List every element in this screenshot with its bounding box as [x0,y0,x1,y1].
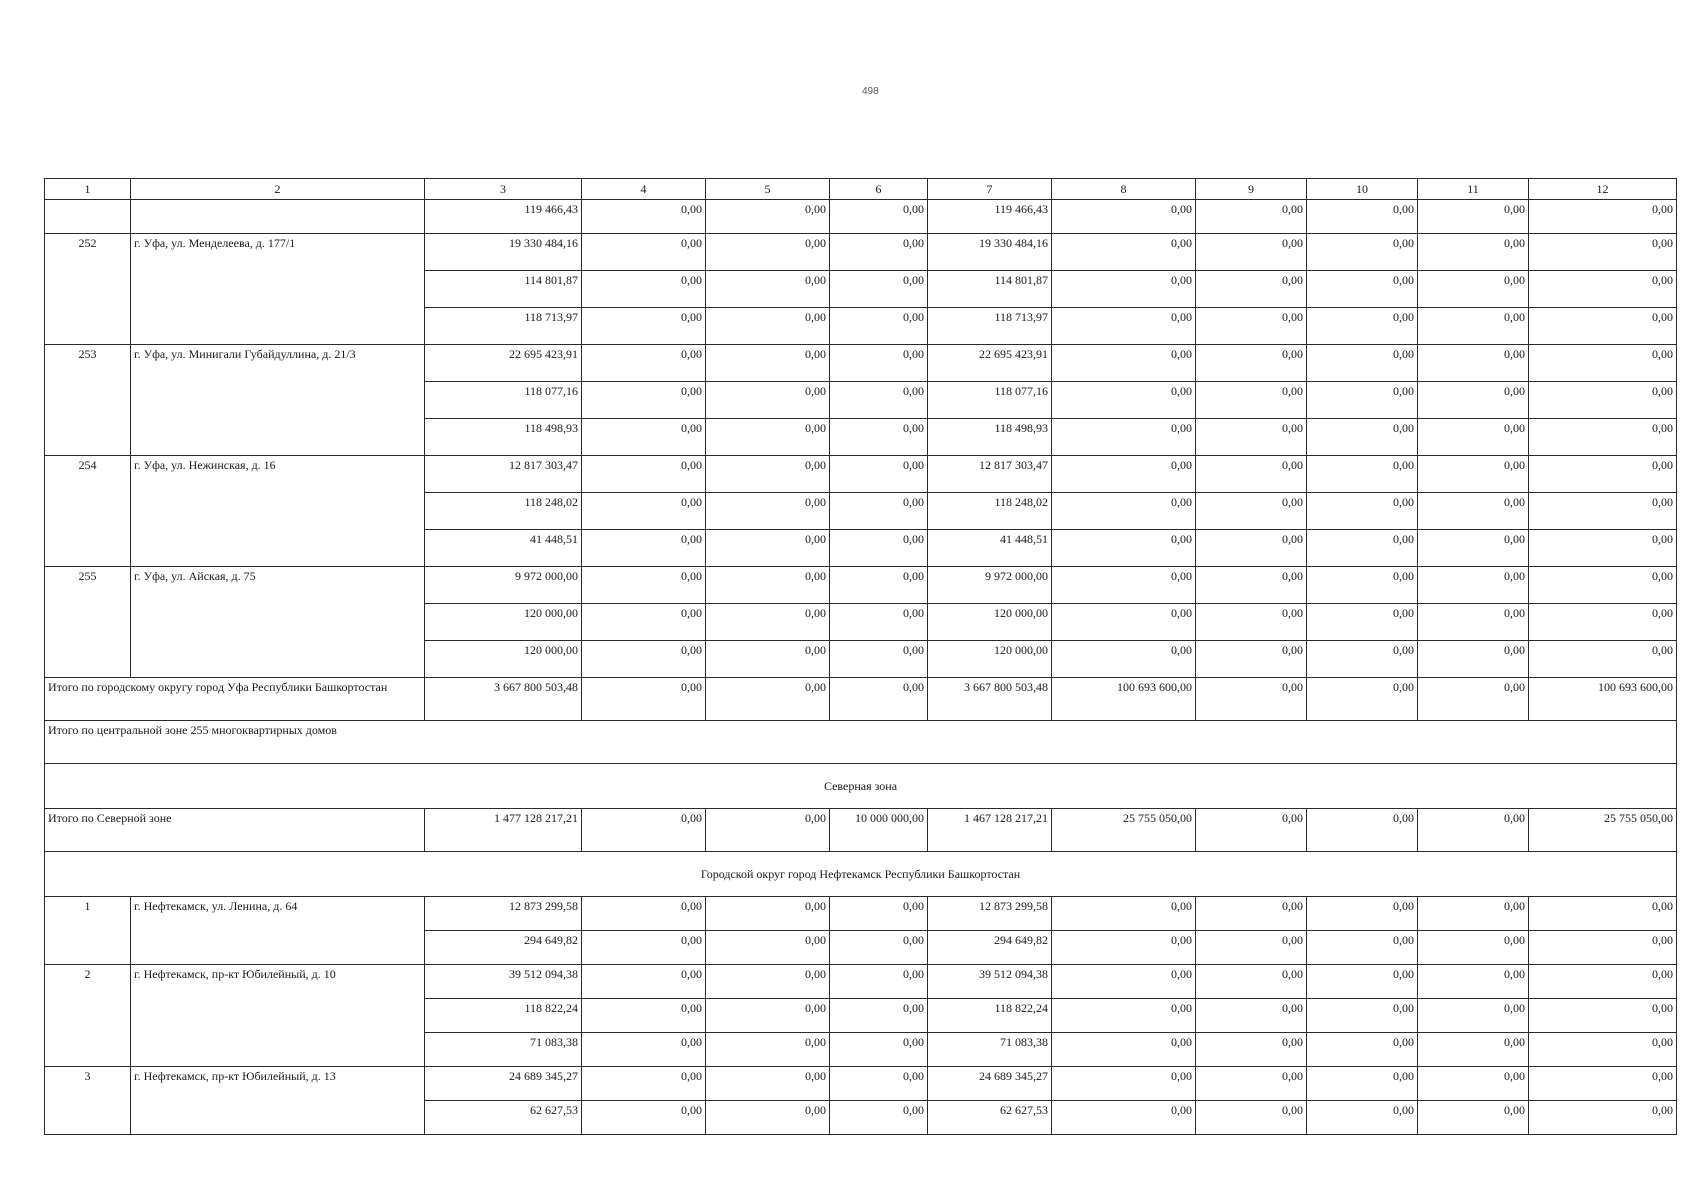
value-cell: 0,00 [1196,1067,1307,1101]
value-cell: 39 512 094,38 [425,965,582,999]
value-cell: 0,00 [830,200,928,234]
value-cell: 0,00 [1307,382,1418,419]
value-cell: 0,00 [1052,308,1196,345]
value-cell: 0,00 [830,641,928,678]
value-cell: 0,00 [1052,897,1196,931]
value-cell: 0,00 [1418,897,1529,931]
value-cell: 0,00 [830,678,928,721]
value-cell: 0,00 [582,234,706,271]
value-cell: 0,00 [1529,419,1677,456]
value-cell: 0,00 [1307,345,1418,382]
value-cell: 0,00 [1418,382,1529,419]
value-cell: 0,00 [1052,604,1196,641]
total-row-ufa [45,678,1677,721]
house-number-cell: 255 [45,567,131,678]
district-heading-row [45,852,1677,897]
value-cell: 12 873 299,58 [425,897,582,931]
zone-heading-row [45,764,1677,809]
house-number-cell: 254 [45,456,131,567]
house-number-cell: 253 [45,345,131,456]
value-cell: 0,00 [706,345,830,382]
address-cell: г. Нефтекамск, пр-кт Юбилейный, д. 10 [131,965,425,1067]
value-cell: 0,00 [1196,530,1307,567]
value-cell: 0,00 [1418,200,1529,234]
value-cell: 0,00 [1196,567,1307,604]
header-cell: 9 [1196,179,1307,200]
address-cell: г. Уфа, ул. Менделеева, д. 177/1 [131,234,425,345]
value-cell: 0,00 [1052,641,1196,678]
value-cell: 0,00 [830,419,928,456]
value-cell: 118 713,97 [425,308,582,345]
value-cell: 0,00 [706,419,830,456]
value-cell: 0,00 [1307,897,1418,931]
value-cell: 1 477 128 217,21 [425,809,582,852]
value-cell: 0,00 [1052,1067,1196,1101]
value-cell: 0,00 [1529,1067,1677,1101]
value-cell: 0,00 [1529,931,1677,965]
value-cell: 41 448,51 [425,530,582,567]
value-cell: 0,00 [1529,493,1677,530]
value-cell: 0,00 [1052,345,1196,382]
value-cell: 0,00 [582,999,706,1033]
value-cell: 0,00 [1052,493,1196,530]
value-cell: 0,00 [830,530,928,567]
value-cell: 0,00 [830,308,928,345]
number-cell [45,200,131,234]
value-cell: 0,00 [1418,456,1529,493]
value-cell: 0,00 [1052,999,1196,1033]
table-row [45,456,1677,493]
value-cell: 0,00 [706,271,830,308]
value-cell: 0,00 [1052,965,1196,999]
house-number-cell: 2 [45,965,131,1067]
value-cell: 118 713,97 [928,308,1052,345]
value-cell: 0,00 [1418,234,1529,271]
value-cell: 0,00 [1196,271,1307,308]
value-cell: 0,00 [1307,678,1418,721]
value-cell: 0,00 [706,809,830,852]
value-cell: 0,00 [1196,308,1307,345]
value-cell: 0,00 [1418,809,1529,852]
value-cell: 0,00 [706,200,830,234]
value-cell: 0,00 [706,965,830,999]
value-cell: 0,00 [830,271,928,308]
value-cell: 0,00 [1529,965,1677,999]
total-label: Итого по Северной зоне [45,809,425,852]
address-cell: г. Уфа, ул. Айская, д. 75 [131,567,425,678]
value-cell: 71 083,38 [928,1033,1052,1067]
value-cell: 0,00 [1529,641,1677,678]
value-cell: 0,00 [1196,345,1307,382]
value-cell: 0,00 [582,382,706,419]
value-cell: 0,00 [1418,678,1529,721]
value-cell: 0,00 [830,965,928,999]
value-cell: 118 498,93 [928,419,1052,456]
value-cell: 118 822,24 [928,999,1052,1033]
value-cell: 0,00 [1529,271,1677,308]
value-cell: 0,00 [830,1033,928,1067]
value-cell: 0,00 [582,271,706,308]
header-cell: 5 [706,179,830,200]
total-row-central [45,721,1677,764]
value-cell: 0,00 [582,678,706,721]
address-cell: г. Уфа, ул. Минигали Губайдуллина, д. 21/3 [131,345,425,456]
value-cell: 0,00 [1529,234,1677,271]
value-cell: 0,00 [1196,1033,1307,1067]
value-cell: 41 448,51 [928,530,1052,567]
value-cell: 0,00 [1418,271,1529,308]
value-cell: 0,00 [706,604,830,641]
value-cell: 0,00 [1052,200,1196,234]
value-cell: 0,00 [1052,567,1196,604]
header-cell: 3 [425,179,582,200]
value-cell: 0,00 [1196,999,1307,1033]
value-cell: 0,00 [1052,419,1196,456]
value-cell: 25 755 050,00 [1529,809,1677,852]
value-cell: 0,00 [1196,200,1307,234]
value-cell: 39 512 094,38 [928,965,1052,999]
value-cell: 0,00 [1307,308,1418,345]
value-cell: 0,00 [582,965,706,999]
value-cell: 0,00 [1307,530,1418,567]
value-cell: 0,00 [582,641,706,678]
value-cell: 0,00 [582,1101,706,1135]
address-cell: г. Нефтекамск, пр-кт Юбилейный, д. 13 [131,1067,425,1135]
value-cell: 294 649,82 [425,931,582,965]
value-cell: 0,00 [1196,965,1307,999]
value-cell: 24 689 345,27 [425,1067,582,1101]
value-cell: 62 627,53 [425,1101,582,1135]
value-cell: 0,00 [1418,931,1529,965]
value-cell: 0,00 [1529,567,1677,604]
value-cell: 0,00 [830,999,928,1033]
value-cell: 3 667 800 503,48 [928,678,1052,721]
value-cell: 0,00 [582,200,706,234]
value-cell: 120 000,00 [928,641,1052,678]
value-cell: 0,00 [1418,1101,1529,1135]
value-cell: 0,00 [1418,530,1529,567]
value-cell: 0,00 [706,456,830,493]
value-cell: 0,00 [706,641,830,678]
value-cell: 19 330 484,16 [928,234,1052,271]
value-cell: 0,00 [1052,234,1196,271]
value-cell: 0,00 [1529,308,1677,345]
value-cell: 0,00 [1307,200,1418,234]
value-cell: 0,00 [830,234,928,271]
header-cell: 8 [1052,179,1196,200]
value-cell: 0,00 [1052,931,1196,965]
value-cell: 119 466,43 [928,200,1052,234]
value-cell: 3 667 800 503,48 [425,678,582,721]
value-cell: 0,00 [706,1101,830,1135]
page-number: 498 [862,86,879,97]
value-cell: 0,00 [830,456,928,493]
value-cell: 0,00 [1307,419,1418,456]
value-cell: 0,00 [830,567,928,604]
value-cell: 0,00 [1196,1101,1307,1135]
value-cell: 0,00 [706,382,830,419]
value-cell: 0,00 [1196,809,1307,852]
value-cell: 0,00 [582,567,706,604]
table-row [45,200,1677,234]
table-row [45,1067,1677,1101]
header-cell: 12 [1529,179,1677,200]
value-cell: 0,00 [1529,1033,1677,1067]
header-cell: 7 [928,179,1052,200]
value-cell: 100 693 600,00 [1052,678,1196,721]
value-cell: 24 689 345,27 [928,1067,1052,1101]
value-cell: 118 077,16 [425,382,582,419]
header-cell: 10 [1307,179,1418,200]
value-cell: 0,00 [706,1033,830,1067]
value-cell: 0,00 [1418,493,1529,530]
value-cell: 0,00 [1418,567,1529,604]
value-cell: 9 972 000,00 [928,567,1052,604]
value-cell: 114 801,87 [928,271,1052,308]
total-row-north [45,809,1677,852]
value-cell: 0,00 [1307,1101,1418,1135]
value-cell: 0,00 [1196,382,1307,419]
value-cell: 0,00 [1196,456,1307,493]
value-cell: 0,00 [1196,234,1307,271]
value-cell: 0,00 [1307,809,1418,852]
value-cell: 0,00 [582,493,706,530]
value-cell: 294 649,82 [928,931,1052,965]
value-cell: 0,00 [582,1067,706,1101]
value-cell: 22 695 423,91 [928,345,1052,382]
value-cell: 118 248,02 [425,493,582,530]
value-cell: 0,00 [1307,271,1418,308]
value-cell: 119 466,43 [425,200,582,234]
header-cell: 1 [45,179,131,200]
value-cell: 71 083,38 [425,1033,582,1067]
value-cell: 0,00 [706,999,830,1033]
value-cell: 0,00 [1307,567,1418,604]
value-cell: 0,00 [706,234,830,271]
value-cell: 0,00 [1418,419,1529,456]
value-cell: 0,00 [1529,530,1677,567]
value-cell: 0,00 [1196,897,1307,931]
value-cell: 0,00 [582,604,706,641]
value-cell: 0,00 [830,604,928,641]
value-cell: 0,00 [1052,271,1196,308]
value-cell: 0,00 [1307,965,1418,999]
house-number-cell: 252 [45,234,131,345]
value-cell: 0,00 [1052,382,1196,419]
value-cell: 118 822,24 [425,999,582,1033]
value-cell: 12 873 299,58 [928,897,1052,931]
address-cell: г. Нефтекамск, ул. Ленина, д. 64 [131,897,425,965]
value-cell: 0,00 [1529,345,1677,382]
value-cell: 0,00 [1307,234,1418,271]
value-cell: 118 498,93 [425,419,582,456]
zone-title: Северная зона [45,764,1677,809]
value-cell: 0,00 [830,1067,928,1101]
value-cell: 0,00 [1052,456,1196,493]
value-cell: 0,00 [1196,678,1307,721]
value-cell: 120 000,00 [928,604,1052,641]
value-cell: 0,00 [1418,1033,1529,1067]
value-cell: 0,00 [1196,419,1307,456]
value-cell: 0,00 [1529,897,1677,931]
table-row [45,234,1677,271]
value-cell: 9 972 000,00 [425,567,582,604]
address-cell: г. Уфа, ул. Нежинская, д. 16 [131,456,425,567]
value-cell: 0,00 [1196,604,1307,641]
house-number-cell: 3 [45,1067,131,1135]
value-cell: 0,00 [830,345,928,382]
value-cell: 0,00 [1529,200,1677,234]
value-cell: 0,00 [582,1033,706,1067]
value-cell: 0,00 [706,530,830,567]
value-cell: 0,00 [1418,308,1529,345]
value-cell: 0,00 [582,931,706,965]
value-cell: 0,00 [582,809,706,852]
table-row [45,965,1677,999]
value-cell: 0,00 [1052,1101,1196,1135]
table-row [45,567,1677,604]
value-cell: 120 000,00 [425,604,582,641]
value-cell: 0,00 [706,678,830,721]
value-cell: 118 077,16 [928,382,1052,419]
value-cell: 0,00 [1529,604,1677,641]
value-cell: 0,00 [1529,999,1677,1033]
value-cell: 0,00 [1307,1067,1418,1101]
value-cell: 0,00 [706,567,830,604]
value-cell: 0,00 [582,456,706,493]
value-cell: 25 755 050,00 [1052,809,1196,852]
value-cell: 0,00 [1418,345,1529,382]
value-cell: 0,00 [706,308,830,345]
value-cell: 0,00 [830,493,928,530]
value-cell: 0,00 [1196,931,1307,965]
value-cell: 12 817 303,47 [928,456,1052,493]
total-label: Итого по центральной зоне 255 многоквартирных домов [45,721,1677,764]
total-label: Итого по городскому округу город Уфа Республики Башкортостан [45,678,425,721]
value-cell: 10 000 000,00 [830,809,928,852]
housing-repair-table [44,178,1677,1135]
value-cell: 0,00 [582,345,706,382]
value-cell: 0,00 [1307,999,1418,1033]
value-cell: 0,00 [582,308,706,345]
value-cell: 0,00 [1307,641,1418,678]
value-cell: 0,00 [1307,931,1418,965]
value-cell: 0,00 [1307,493,1418,530]
value-cell: 0,00 [706,897,830,931]
value-cell: 0,00 [1307,1033,1418,1067]
value-cell: 0,00 [1529,456,1677,493]
value-cell: 0,00 [1196,641,1307,678]
value-cell: 0,00 [582,419,706,456]
value-cell: 0,00 [1418,604,1529,641]
value-cell: 12 817 303,47 [425,456,582,493]
table-row [45,345,1677,382]
header-cell: 4 [582,179,706,200]
value-cell: 0,00 [1307,456,1418,493]
value-cell: 1 467 128 217,21 [928,809,1052,852]
value-cell: 0,00 [1307,604,1418,641]
value-cell: 0,00 [1052,1033,1196,1067]
value-cell: 0,00 [1418,1067,1529,1101]
value-cell: 0,00 [582,897,706,931]
value-cell: 0,00 [706,931,830,965]
value-cell: 118 248,02 [928,493,1052,530]
value-cell: 120 000,00 [425,641,582,678]
value-cell: 62 627,53 [928,1101,1052,1135]
district-title: Городской округ город Нефтекамск Республики Башкортостан [45,852,1677,897]
value-cell: 0,00 [830,931,928,965]
house-number-cell: 1 [45,897,131,965]
value-cell: 0,00 [1052,530,1196,567]
value-cell: 0,00 [1196,493,1307,530]
value-cell: 0,00 [1418,965,1529,999]
column-number-row [45,179,1677,200]
value-cell: 0,00 [830,382,928,419]
address-cell [131,200,425,234]
value-cell: 0,00 [1529,1101,1677,1135]
value-cell: 0,00 [706,493,830,530]
value-cell: 0,00 [830,897,928,931]
header-cell: 6 [830,179,928,200]
value-cell: 22 695 423,91 [425,345,582,382]
value-cell: 0,00 [582,530,706,567]
header-cell: 2 [131,179,425,200]
value-cell: 100 693 600,00 [1529,678,1677,721]
value-cell: 114 801,87 [425,271,582,308]
value-cell: 0,00 [1529,382,1677,419]
value-cell: 19 330 484,16 [425,234,582,271]
header-cell: 11 [1418,179,1529,200]
value-cell: 0,00 [1418,999,1529,1033]
value-cell: 0,00 [706,1067,830,1101]
value-cell: 0,00 [830,1101,928,1135]
table-row [45,897,1677,931]
value-cell: 0,00 [1418,641,1529,678]
